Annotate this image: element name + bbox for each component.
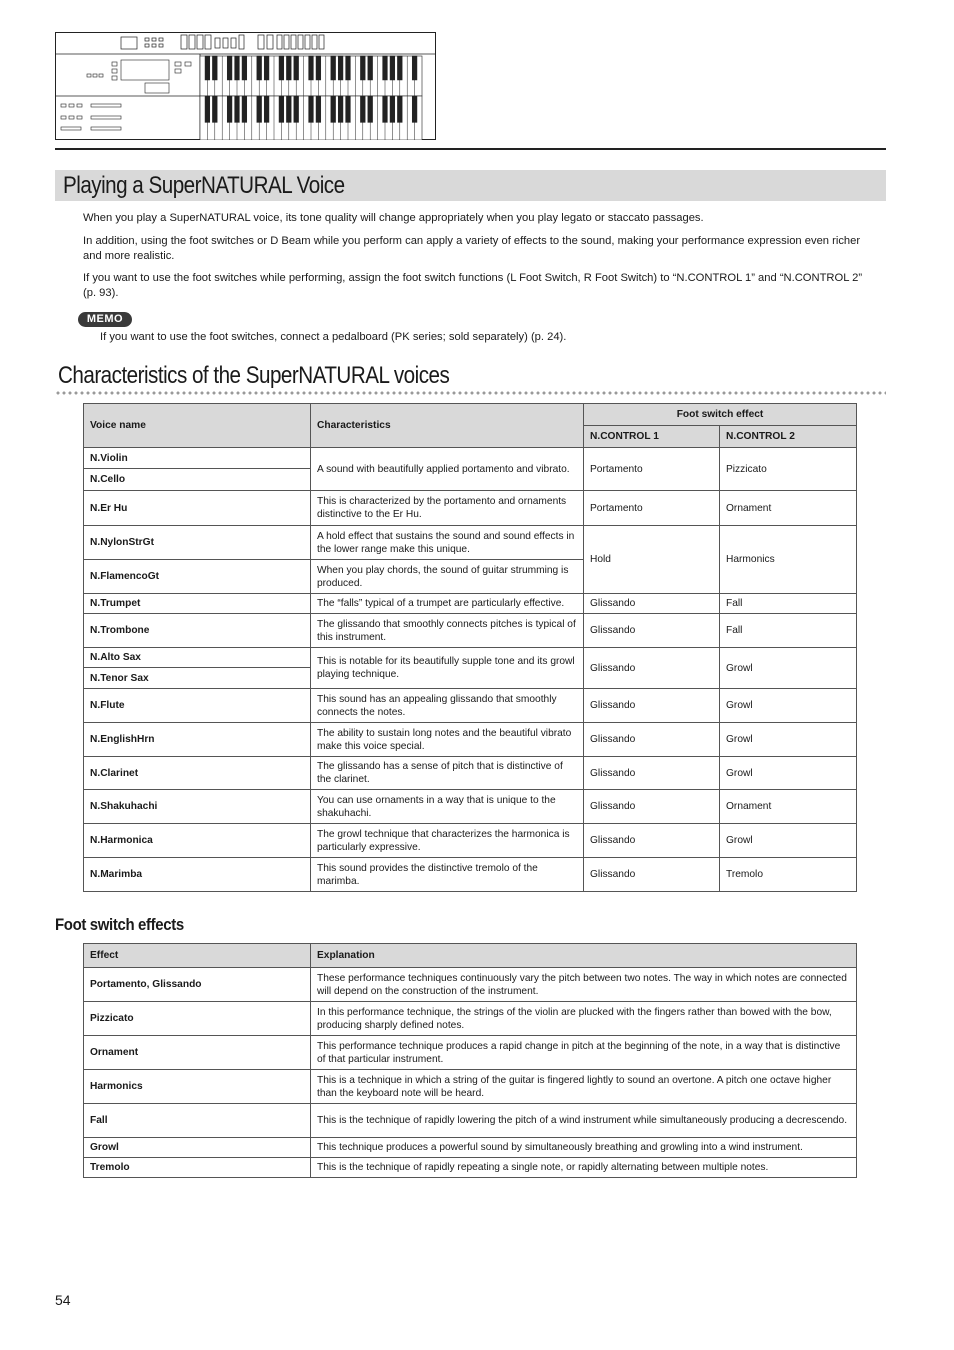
table-row	[84, 648, 857, 668]
table-row	[84, 491, 857, 526]
header-characteristics: Characteristics	[311, 404, 584, 448]
voice-name: N.Trombone	[84, 614, 311, 648]
voices-table	[83, 403, 857, 892]
voice-characteristics: This is characterized by the portamento and ornaments distinctive to the Er Hu.	[311, 491, 584, 526]
effects-table	[83, 943, 857, 1178]
voice-characteristics: This sound has an appealing glissando that smoothly connects the notes.	[311, 689, 584, 723]
effect-explanation: This is the technique of rapidly lowering the pitch of a wind instrument while simultaneously producing a decrescendo.	[311, 1104, 857, 1138]
effect-name: Fall	[84, 1104, 311, 1138]
table-row	[84, 689, 857, 723]
table-row	[84, 448, 857, 469]
voice-name: N.Cello	[84, 469, 311, 491]
table-row	[84, 1104, 857, 1138]
ncontrol1-value: Glissando	[584, 858, 720, 892]
ncontrol1-value: Portamento	[584, 448, 720, 491]
voice-name: N.FlamencoGt	[84, 560, 311, 594]
ncontrol2-value: Ornament	[720, 491, 857, 526]
voice-characteristics: This sound provides the distinctive tremolo of the marimba.	[311, 858, 584, 892]
voice-name: N.Flute	[84, 689, 311, 723]
foot-switch-effects-heading: Foot switch effects	[55, 915, 184, 934]
ncontrol1-value: Glissando	[584, 594, 720, 614]
ncontrol2-value: Growl	[720, 723, 857, 757]
effect-name: Pizzicato	[84, 1002, 311, 1036]
table-row	[84, 1036, 857, 1070]
table-row	[84, 968, 857, 1002]
voice-characteristics: A sound with beautifully applied portamento and vibrato.	[311, 448, 584, 491]
voice-characteristics: You can use ornaments in a way that is unique to the shakuhachi.	[311, 790, 584, 824]
ncontrol1-value: Portamento	[584, 491, 720, 526]
dotted-divider	[55, 391, 886, 395]
organ-illustration	[55, 32, 436, 140]
effect-name: Harmonics	[84, 1070, 311, 1104]
voice-characteristics: When you play chords, the sound of guitar strumming is produced.	[311, 560, 584, 594]
section-banner	[55, 170, 886, 201]
table-row	[84, 1002, 857, 1036]
voice-name: N.Tenor Sax	[84, 668, 311, 689]
effect-name: Growl	[84, 1138, 311, 1158]
table-row	[84, 824, 857, 858]
ncontrol1-value: Glissando	[584, 689, 720, 723]
header-ncontrol2: N.CONTROL 2	[720, 426, 857, 448]
ncontrol2-value: Fall	[720, 614, 857, 648]
ncontrol1-value: Glissando	[584, 723, 720, 757]
top-rule	[55, 148, 886, 150]
voice-name: N.Er Hu	[84, 491, 311, 526]
ncontrol2-value: Pizzicato	[720, 448, 857, 491]
voice-characteristics: A hold effect that sustains the sound and sound effects in the lower range make this unique.	[311, 526, 584, 560]
intro-paragraph-1: When you play a SuperNATURAL voice, its tone quality will change appropriately when you play legato or staccato passages.	[83, 212, 704, 224]
ncontrol2-value: Growl	[720, 757, 857, 790]
effect-explanation: These performance techniques continuously vary the pitch between two notes. The way in which notes are connected will depend on the construction of the instrument.	[311, 968, 857, 1002]
voice-name: N.EnglishHrn	[84, 723, 311, 757]
ncontrol1-value: Glissando	[584, 824, 720, 858]
header-explanation: Explanation	[311, 944, 857, 968]
header-ncontrol1: N.CONTROL 1	[584, 426, 720, 448]
ncontrol2-value: Tremolo	[720, 858, 857, 892]
voice-name: N.Harmonica	[84, 824, 311, 858]
table-row	[84, 790, 857, 824]
table-row	[84, 858, 857, 892]
table-row	[84, 1158, 857, 1178]
memo-badge: MEMO	[78, 312, 132, 327]
table-row	[84, 614, 857, 648]
header-voice-name: Voice name	[84, 404, 311, 448]
voice-name: N.Clarinet	[84, 757, 311, 790]
effect-name: Portamento, Glissando	[84, 968, 311, 1002]
page-number: 54	[55, 1292, 71, 1308]
voice-name: N.Trumpet	[84, 594, 311, 614]
voice-characteristics: The glissando has a sense of pitch that is distinctive of the clarinet.	[311, 757, 584, 790]
ncontrol2-value: Harmonics	[720, 526, 857, 594]
ncontrol1-value: Glissando	[584, 614, 720, 648]
voice-name: N.NylonStrGt	[84, 526, 311, 560]
voice-characteristics: The glissando that smoothly connects pitches is typical of this instrument.	[311, 614, 584, 648]
effect-explanation: This performance technique produces a rapid change in pitch at the beginning of the note, in a way that is distinctive of that particular instrument.	[311, 1036, 857, 1070]
voice-name: N.Alto Sax	[84, 648, 311, 668]
effect-name: Tremolo	[84, 1158, 311, 1178]
ncontrol2-value: Growl	[720, 689, 857, 723]
voice-characteristics: The “falls” typical of a trumpet are particularly effective.	[311, 594, 584, 614]
intro-paragraph-2: In addition, using the foot switches or D Beam while you perform can apply a variety of effects to the sound, making your performance expression even richer and more realistic.	[83, 235, 861, 262]
header-foot-switch-effect: Foot switch effect	[584, 404, 857, 426]
effect-explanation: In this performance technique, the strings of the violin are plucked with the fingers rather than bowed with the bow, producing sharply defined notes.	[311, 1002, 857, 1036]
ncontrol1-value: Glissando	[584, 757, 720, 790]
ncontrol2-value: Growl	[720, 824, 857, 858]
header-effect: Effect	[84, 944, 311, 968]
table-row	[84, 526, 857, 560]
section-title: Playing a SuperNATURAL Voice	[63, 172, 345, 199]
ncontrol1-value: Glissando	[584, 648, 720, 689]
ncontrol2-value: Ornament	[720, 790, 857, 824]
ncontrol1-value: Glissando	[584, 790, 720, 824]
intro-paragraph-3: If you want to use the foot switches while performing, assign the foot switch functions (L Foot Switch, R Foot Switch) to “N.CONTROL 1” and “N.CONTROL 2” (p. 93).	[83, 272, 863, 299]
ncontrol1-value: Hold	[584, 526, 720, 594]
effect-explanation: This is the technique of rapidly repeating a single note, or rapidly alternating between multiple notes.	[311, 1158, 857, 1178]
table-row	[84, 1070, 857, 1104]
voice-characteristics: This is notable for its beautifully supple tone and its growl playing technique.	[311, 648, 584, 689]
table-row	[84, 757, 857, 790]
ncontrol2-value: Growl	[720, 648, 857, 689]
effect-name: Ornament	[84, 1036, 311, 1070]
table-row	[84, 1138, 857, 1158]
characteristics-heading: Characteristics of the SuperNATURAL voices	[58, 362, 450, 389]
ncontrol2-value: Fall	[720, 594, 857, 614]
table-row	[84, 594, 857, 614]
voice-characteristics: The growl technique that characterizes the harmonica is particularly expressive.	[311, 824, 584, 858]
voice-name: N.Violin	[84, 448, 311, 469]
effect-explanation: This technique produces a powerful sound by simultaneously breathing and growling into a wind instrument.	[311, 1138, 857, 1158]
memo-text: If you want to use the foot switches, connect a pedalboard (PK series; sold separately) (p. 24).	[100, 331, 567, 343]
table-row	[84, 723, 857, 757]
effect-explanation: This is a technique in which a string of the guitar is fingered lightly to sound an overtone. A pitch one octave higher than the keyboard note will be heard.	[311, 1070, 857, 1104]
voice-characteristics: The ability to sustain long notes and the beautiful vibrato make this voice special.	[311, 723, 584, 757]
voice-name: N.Shakuhachi	[84, 790, 311, 824]
voice-name: N.Marimba	[84, 858, 311, 892]
